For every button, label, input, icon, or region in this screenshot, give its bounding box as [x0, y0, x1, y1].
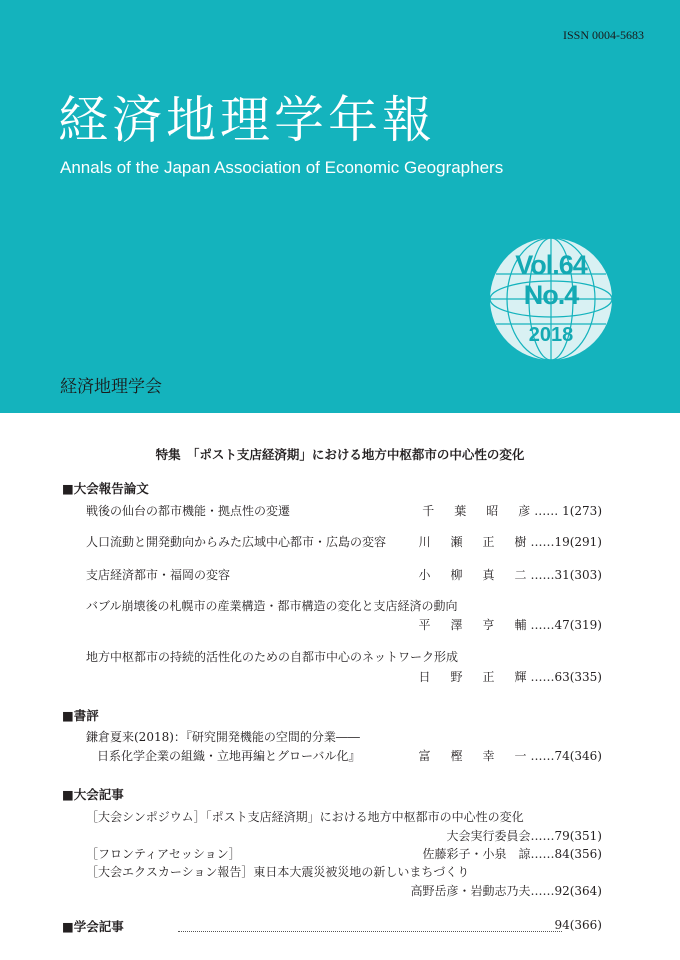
- entry-page: 94(366): [554, 918, 602, 932]
- entry-title: ［フロンティアセッション］: [86, 847, 241, 861]
- entry-author-page: [446, 827, 602, 844]
- year-label: 2018: [528, 324, 574, 346]
- entry-author: 高野岳彦・岩動志乃夫: [410, 884, 531, 898]
- entry-author: 佐藤彩子・小泉 諒: [422, 847, 531, 861]
- entry-page: ……74(346): [530, 749, 602, 763]
- globe-emblem: [488, 236, 614, 362]
- entry-author: 小 柳 真 二: [418, 568, 531, 582]
- issn-label: ISSN 0004-5683: [562, 28, 644, 42]
- entry-title-continuation: 日系化学企業の組織・立地再編とグローバル化』: [97, 749, 361, 763]
- entry-author: 平 澤 亨 輔: [418, 618, 531, 632]
- entry-author: 千 葉 昭 彦: [422, 504, 535, 518]
- entry-page: ……63(335): [530, 670, 602, 684]
- entry-author-page: [418, 616, 602, 633]
- entry-author-page: [418, 566, 602, 583]
- entry-page: ……79(351): [530, 829, 602, 843]
- journal-title-japanese: 経済地理学年報: [58, 91, 436, 149]
- entry-author-page: [418, 533, 602, 550]
- entry-title: 人口流動と開発動向からみた広域中心都市・広島の変容: [86, 535, 387, 549]
- entry-author: 川 瀬 正 樹: [418, 535, 531, 549]
- entry-page: ……92(364): [530, 884, 602, 898]
- entry-page: ……47(319): [530, 618, 602, 632]
- entry-title: バブル崩壊後の札幌市の産業構造・都市構造の変化と支店経済の動向: [86, 599, 458, 613]
- entry-page: ……84(356): [530, 847, 602, 861]
- entry-author: 日 野 正 輝: [418, 670, 531, 684]
- section-heading: ■大会記事: [62, 787, 124, 802]
- volume-label: Vol.64: [515, 250, 587, 280]
- section-heading: ■学会記事: [62, 919, 124, 934]
- section-heading: ■書評: [62, 708, 99, 723]
- cover-panel: [0, 0, 680, 413]
- entry-author: 大会実行委員会: [446, 829, 531, 843]
- journal-title-english: Annals of the Japan Association of Economic Geographers: [60, 158, 504, 177]
- entry-author-page: [418, 668, 602, 685]
- entry-author-page: [418, 747, 602, 764]
- entry-title: 鎌倉夏来(2018)：『研究開発機能の空間的分業――: [86, 730, 360, 744]
- entry-title: ［大会エクスカーション報告］東日本大震災被災地の新しいまちづくり: [86, 865, 470, 879]
- entry-page: ……31(303): [530, 568, 602, 582]
- leader-dots: [178, 922, 562, 932]
- entry-author-page: [410, 882, 602, 899]
- table-of-contents: [0, 413, 680, 960]
- entry-page: ……19(291): [530, 535, 602, 549]
- entry-title: 支店経済都市・福岡の変容: [86, 568, 231, 582]
- entry-author-page: [422, 502, 602, 519]
- number-label: No.4: [523, 280, 579, 310]
- feature-heading: 特集 「ポスト支店経済期」における地方中枢都市の中心性の変化: [155, 447, 525, 462]
- entry-author-page: [422, 845, 602, 862]
- entry-title: 戦後の仙台の都市機能・拠点性の変遷: [86, 504, 291, 518]
- section-heading: ■大会報告論文: [62, 481, 149, 496]
- entry-page: …… 1(273): [534, 504, 602, 518]
- entry-author: 富 樫 幸 一: [418, 749, 531, 763]
- publisher-name: 経済地理学会: [60, 377, 162, 397]
- entry-title: ［大会シンポジウム］「ポスト支店経済期」における地方中枢都市の中心性の変化: [86, 810, 524, 824]
- entry-title: 地方中枢都市の持続的活性化のための自都市中心のネットワーク形成: [86, 650, 459, 664]
